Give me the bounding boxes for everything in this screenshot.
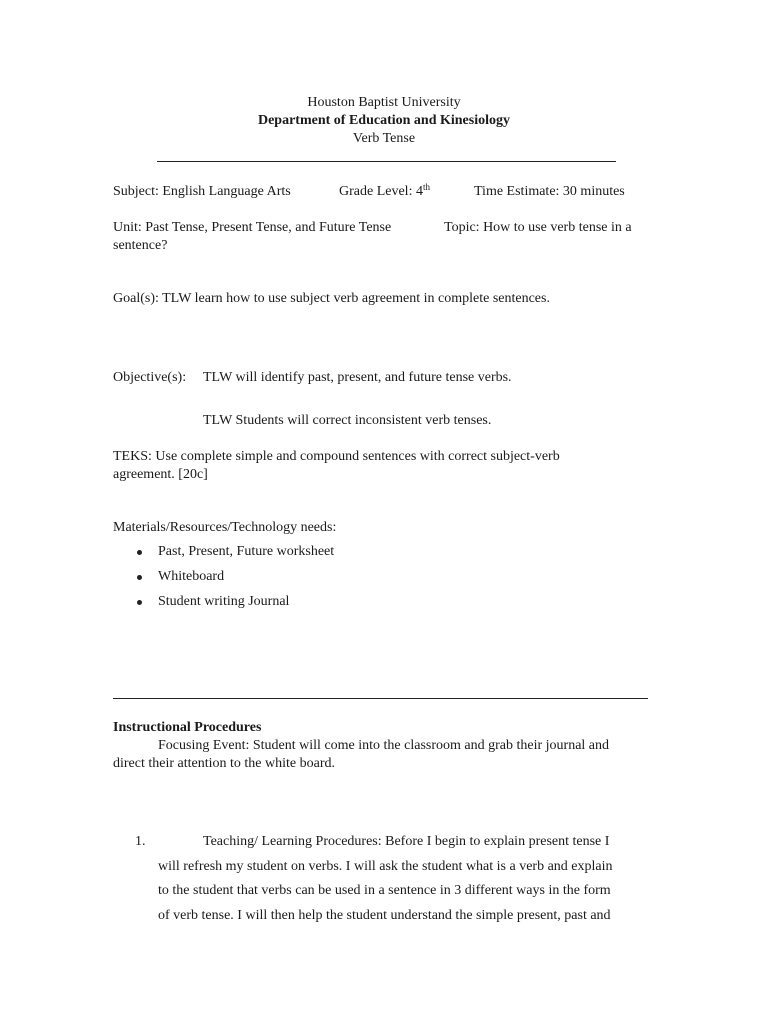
objectives-label: Objective(s):	[113, 370, 187, 385]
unit-field: Unit: Past Tense, Present Tense, and Future Tense	[113, 220, 392, 235]
focusing-event-line-1: Focusing Event: Student will come into the classroom and grab their journal and	[158, 738, 610, 753]
materials-heading: Materials/Resources/Technology needs:	[113, 520, 337, 535]
time-estimate-field: Time Estimate: 30 minutes	[474, 184, 625, 199]
university-name: Houston Baptist University	[307, 95, 461, 110]
step-number: 1.	[135, 834, 146, 849]
section-divider	[113, 698, 648, 699]
teks-line-1: TEKS: Use complete simple and compound sentences with correct subject-verb	[113, 449, 560, 464]
topic-field: Topic: How to use verb tense in a	[444, 220, 632, 235]
objective-1: TLW will identify past, present, and future tense verbs.	[203, 370, 512, 385]
step-line-2: will refresh my student on verbs. I will ask the student what is a verb and explain	[158, 859, 613, 874]
procedures-heading: Instructional Procedures	[113, 720, 262, 735]
subject-field: Subject: English Language Arts	[113, 184, 291, 199]
bullet-icon	[137, 550, 142, 555]
goal-statement: Goal(s): TLW learn how to use subject verb agreement in complete sentences.	[113, 291, 550, 306]
grade-level-field	[339, 184, 430, 200]
step-line-3: to the student that verbs can be used in a sentence in 3 different ways in the form	[158, 883, 611, 898]
bullet-icon	[137, 600, 142, 605]
header-divider	[157, 161, 616, 162]
grade-level-suffix: th	[422, 182, 430, 192]
material-item: Student writing Journal	[158, 594, 290, 609]
material-item: Whiteboard	[158, 569, 225, 584]
step-line-4: of verb tense. I will then help the student understand the simple present, past and	[158, 908, 611, 923]
topic-continuation: sentence?	[113, 238, 168, 253]
lesson-title: Verb Tense	[352, 131, 416, 146]
focusing-event-line-2: direct their attention to the white board.	[113, 756, 335, 771]
department-name: Department of Education and Kinesiology	[257, 113, 510, 128]
objective-2: TLW Students will correct inconsistent verb tenses.	[203, 413, 492, 428]
teks-line-2: agreement. [20c]	[113, 467, 208, 482]
grade-level-text: Grade Level: 4	[339, 184, 423, 199]
material-item: Past, Present, Future worksheet	[158, 544, 335, 559]
bullet-icon	[137, 575, 142, 580]
step-line-1: Teaching/ Learning Procedures: Before I begin to explain present tense I	[203, 834, 610, 849]
